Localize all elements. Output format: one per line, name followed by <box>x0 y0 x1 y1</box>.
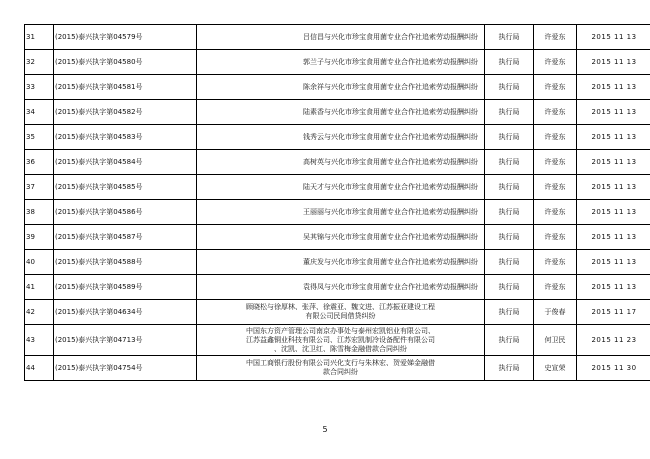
case-number: (2015)泰兴执字第04586号 <box>54 200 197 225</box>
row-number: 33 <box>25 75 54 100</box>
row-number: 35 <box>25 125 54 150</box>
filing-date: 2015 11 13 <box>577 250 650 275</box>
row-number: 41 <box>25 275 54 300</box>
judge-name: 许爱东 <box>534 225 577 250</box>
row-number: 44 <box>25 356 54 381</box>
row-number: 43 <box>25 325 54 356</box>
filing-date: 2015 11 17 <box>577 300 650 325</box>
row-number: 36 <box>25 150 54 175</box>
case-parties: 高树英与兴化市珍宝食用菌专业合作社追索劳动报酬纠纷 <box>197 150 485 175</box>
case-parties <box>197 300 485 325</box>
case-parties: 陈余祥与兴化市珍宝食用菌专业合作社追索劳动报酬纠纷 <box>197 75 485 100</box>
department: 执行局 <box>485 125 534 150</box>
department: 执行局 <box>485 275 534 300</box>
row-number: 42 <box>25 300 54 325</box>
case-number: (2015)泰兴执字第04583号 <box>54 125 197 150</box>
judge-name: 许爱东 <box>534 275 577 300</box>
row-number: 32 <box>25 50 54 75</box>
judge-name: 许爱东 <box>534 50 577 75</box>
filing-date: 2015 11 13 <box>577 275 650 300</box>
department: 执行局 <box>485 200 534 225</box>
table-row <box>25 75 650 100</box>
filing-date: 2015 11 13 <box>577 50 650 75</box>
case-number: (2015)泰兴执字第04713号 <box>54 325 197 356</box>
table-row <box>25 356 650 381</box>
case-parties: 钱秀云与兴化市珍宝食用菌专业合作社追索劳动报酬纠纷 <box>197 125 485 150</box>
judge-name: 许爱东 <box>534 175 577 200</box>
case-number: (2015)泰兴执字第04580号 <box>54 50 197 75</box>
filing-date: 2015 11 13 <box>577 125 650 150</box>
case-parties-line: 、沈凯、沈卫红、陈雪梅金融借款合同纠纷 <box>274 344 407 353</box>
case-number: (2015)泰兴执字第04581号 <box>54 75 197 100</box>
filing-date: 2015 11 13 <box>577 25 650 50</box>
row-number: 37 <box>25 175 54 200</box>
case-parties-line: 款合同纠纷 <box>323 368 358 376</box>
judge-name: 许爱东 <box>534 25 577 50</box>
case-list-table <box>24 24 650 381</box>
case-number: (2015)泰兴执字第04584号 <box>54 150 197 175</box>
case-number: (2015)泰兴执字第04588号 <box>54 250 197 275</box>
department: 执行局 <box>485 175 534 200</box>
judge-name: 许爱东 <box>534 100 577 125</box>
department: 执行局 <box>485 250 534 275</box>
filing-date: 2015 11 13 <box>577 200 650 225</box>
row-number: 34 <box>25 100 54 125</box>
judge-name: 许爱东 <box>534 150 577 175</box>
department: 执行局 <box>485 25 534 50</box>
judge-name: 许爱东 <box>534 200 577 225</box>
table-row <box>25 200 650 225</box>
case-parties: 袁得凤与兴化市珍宝食用菌专业合作社追索劳动报酬纠纷 <box>197 275 485 300</box>
case-number: (2015)泰兴执字第04587号 <box>54 225 197 250</box>
filing-date: 2015 11 13 <box>577 150 650 175</box>
filing-date: 2015 11 13 <box>577 175 650 200</box>
filing-date: 2015 11 13 <box>577 100 650 125</box>
department: 执行局 <box>485 325 534 356</box>
case-parties-line: 有限公司民间借贷纠纷 <box>305 312 376 320</box>
department: 执行局 <box>485 150 534 175</box>
case-parties: 陆天才与兴化市珍宝食用菌专业合作社追索劳动报酬纠纷 <box>197 175 485 200</box>
table-row <box>25 250 650 275</box>
filing-date: 2015 11 30 <box>577 356 650 381</box>
case-parties-line: 江苏益鑫铜业科技有限公司、江苏宏凯制冷设备配件有限公司 <box>246 335 435 344</box>
case-parties-line: 中国工商银行股份有限公司兴化支行与朱林宏、贺爱娣金融借 <box>246 359 435 367</box>
table-row <box>25 325 650 356</box>
row-number: 38 <box>25 200 54 225</box>
case-number: (2015)泰兴执字第04585号 <box>54 175 197 200</box>
judge-name: 何卫民 <box>534 325 577 356</box>
judge-name: 史宣荣 <box>534 356 577 381</box>
department: 执行局 <box>485 75 534 100</box>
case-parties <box>197 325 485 356</box>
filing-date: 2015 11 13 <box>577 225 650 250</box>
case-number: (2015)泰兴执字第04589号 <box>54 275 197 300</box>
table-row <box>25 25 650 50</box>
case-parties-line: 中国东方资产管理公司南京办事处与泰州宏凯铝业有限公司、 <box>246 326 435 335</box>
case-number: (2015)泰兴执字第04579号 <box>54 25 197 50</box>
table-row <box>25 275 650 300</box>
judge-name: 许爱东 <box>534 250 577 275</box>
judge-name: 许爱东 <box>534 75 577 100</box>
department: 执行局 <box>485 100 534 125</box>
case-parties: 王丽丽与兴化市珍宝食用菌专业合作社追索劳动报酬纠纷 <box>197 200 485 225</box>
case-parties: 吕信昌与兴化市珍宝食用菌专业合作社追索劳动报酬纠纷 <box>197 25 485 50</box>
case-parties <box>197 356 485 381</box>
table-row <box>25 125 650 150</box>
table-row <box>25 100 650 125</box>
judge-name: 许爱东 <box>534 125 577 150</box>
row-number: 39 <box>25 225 54 250</box>
table-row <box>25 175 650 200</box>
case-parties: 吴其锦与兴化市珍宝食用菌专业合作社追索劳动报酬纠纷 <box>197 225 485 250</box>
case-parties-line: 顾晓松与徐厚林、张萍、徐震亚、魏文进、江苏振亚建设工程 <box>246 303 435 311</box>
filing-date: 2015 11 23 <box>577 325 650 356</box>
row-number: 40 <box>25 250 54 275</box>
case-parties: 董庆发与兴化市珍宝食用菌专业合作社追索劳动报酬纠纷 <box>197 250 485 275</box>
department: 执行局 <box>485 356 534 381</box>
department: 执行局 <box>485 225 534 250</box>
case-parties: 郭兰子与兴化市珍宝食用菌专业合作社追索劳动报酬纠纷 <box>197 50 485 75</box>
table-row <box>25 225 650 250</box>
case-number: (2015)泰兴执字第04582号 <box>54 100 197 125</box>
case-number: (2015)泰兴执字第04634号 <box>54 300 197 325</box>
table-row <box>25 150 650 175</box>
row-number: 31 <box>25 25 54 50</box>
table-row <box>25 50 650 75</box>
page-number: 5 <box>322 425 328 434</box>
case-parties: 陆素香与兴化市珍宝食用菌专业合作社追索劳动报酬纠纷 <box>197 100 485 125</box>
case-number: (2015)泰兴执字第04754号 <box>54 356 197 381</box>
department: 执行局 <box>485 300 534 325</box>
filing-date: 2015 11 13 <box>577 75 650 100</box>
department: 执行局 <box>485 50 534 75</box>
judge-name: 于俊春 <box>534 300 577 325</box>
table-row <box>25 300 650 325</box>
